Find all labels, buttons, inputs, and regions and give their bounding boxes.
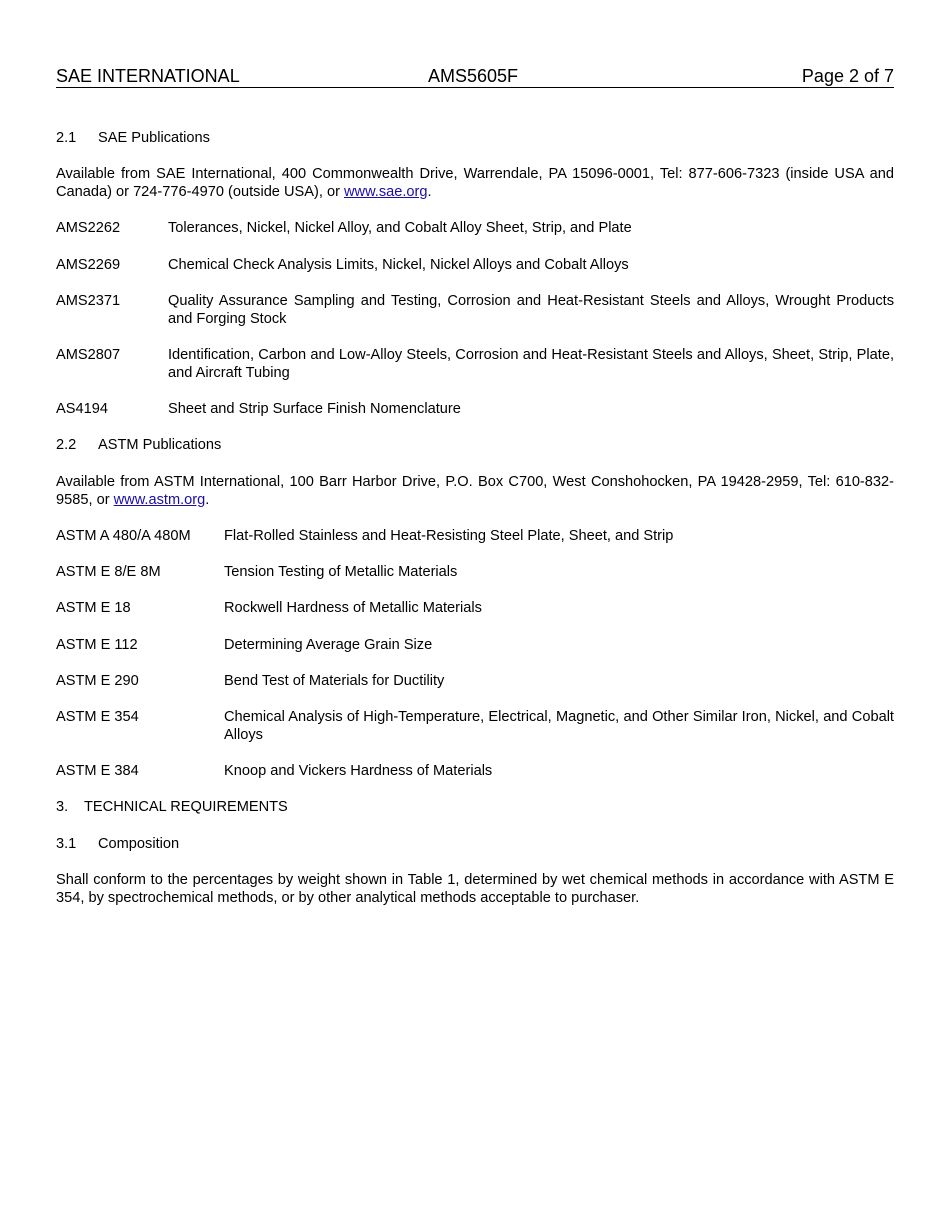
- reference-title: Tension Testing of Metallic Materials: [224, 564, 458, 580]
- composition-paragraph: Shall conform to the percentages by weight shown in Table 1, determined by wet chemical methods in accordance with ASTM E 354, by spectrochemical methods, or by other analytical methods acceptable to purchaser.: [56, 872, 894, 906]
- section-title: SAE Publications: [98, 130, 210, 146]
- reference-title: Rockwell Hardness of Metallic Materials: [224, 600, 482, 616]
- header-document-number: AMS5605F: [428, 66, 519, 86]
- section-title: ASTM Publications: [98, 437, 222, 453]
- reference-title: Sheet and Strip Surface Finish Nomenclature: [168, 401, 461, 417]
- availability-text: Available from SAE International, 400 Commonwealth Drive, Warrendale, PA 15096-0001, Tel: 877-606-7323 (inside USA and Canada) or 724-776-4970 (outside USA), or: [56, 166, 894, 200]
- reference-code: AMS2262: [56, 220, 121, 236]
- reference-code: ASTM E 112: [56, 637, 138, 653]
- section-title: TECHNICAL REQUIREMENTS: [84, 799, 288, 815]
- reference-title: Chemical Analysis of High-Temperature, Electrical, Magnetic, and Other Similar Iron, Nickel, and Cobalt Alloys: [224, 709, 894, 743]
- header-page-label: Page 2 of 7: [801, 66, 894, 86]
- section-number: 3.: [56, 799, 69, 815]
- sae-availability-paragraph: [56, 165, 894, 201]
- availability-end: .: [205, 492, 210, 508]
- reference-title: Determining Average Grain Size: [224, 637, 433, 653]
- section-heading-composition: [56, 835, 894, 853]
- reference-code: ASTM E 8/E 8M: [56, 564, 161, 580]
- reference-code: AMS2269: [56, 257, 121, 273]
- reference-code: AMS2807: [56, 347, 121, 363]
- page-header: [56, 66, 894, 88]
- section-number: 3.1: [56, 836, 77, 852]
- reference-code: AS4194: [56, 401, 108, 417]
- reference-code: ASTM A 480/A 480M: [56, 528, 191, 544]
- reference-code: ASTM E 18: [56, 600, 131, 616]
- section-title: Composition: [98, 836, 180, 852]
- reference-title: Chemical Check Analysis Limits, Nickel, Nickel Alloys and Cobalt Alloys: [168, 257, 629, 273]
- reference-title: Knoop and Vickers Hardness of Materials: [224, 763, 493, 779]
- availability-text: Available from ASTM International, 100 Barr Harbor Drive, P.O. Box C700, West Conshohocken, PA 19428-2959, Tel: 610-832-9585, or: [56, 474, 894, 508]
- astm-availability-paragraph: [56, 473, 894, 509]
- reference-title: Bend Test of Materials for Ductility: [224, 673, 445, 689]
- sae-website-link[interactable]: www.sae.org: [343, 184, 428, 200]
- reference-code: ASTM E 290: [56, 673, 139, 689]
- reference-title: Identification, Carbon and Low-Alloy Steels, Corrosion and Heat-Resistant Steels and Alloys, Sheet, Strip, Plate, and Aircraft Tubing: [168, 347, 894, 381]
- reference-code: AMS2371: [56, 293, 121, 309]
- section-number: 2.1: [56, 130, 77, 146]
- reference-code: ASTM E 354: [56, 709, 139, 725]
- section-heading-technical: [56, 798, 894, 816]
- astm-website-link[interactable]: www.astm.org: [113, 492, 206, 508]
- reference-title: Tolerances, Nickel, Nickel Alloy, and Cobalt Alloy Sheet, Strip, and Plate: [168, 220, 632, 236]
- header-organization: SAE INTERNATIONAL: [56, 66, 240, 86]
- availability-end: .: [427, 184, 432, 200]
- section-heading-sae: [56, 129, 894, 147]
- reference-code: ASTM E 384: [56, 763, 139, 779]
- section-heading-astm: [56, 436, 894, 454]
- reference-title: Quality Assurance Sampling and Testing, Corrosion and Heat-Resistant Steels and Alloys, Wrought Products and Forging Stock: [168, 293, 894, 327]
- reference-title: Flat-Rolled Stainless and Heat-Resisting Steel Plate, Sheet, and Strip: [224, 528, 674, 544]
- section-number: 2.2: [56, 437, 77, 453]
